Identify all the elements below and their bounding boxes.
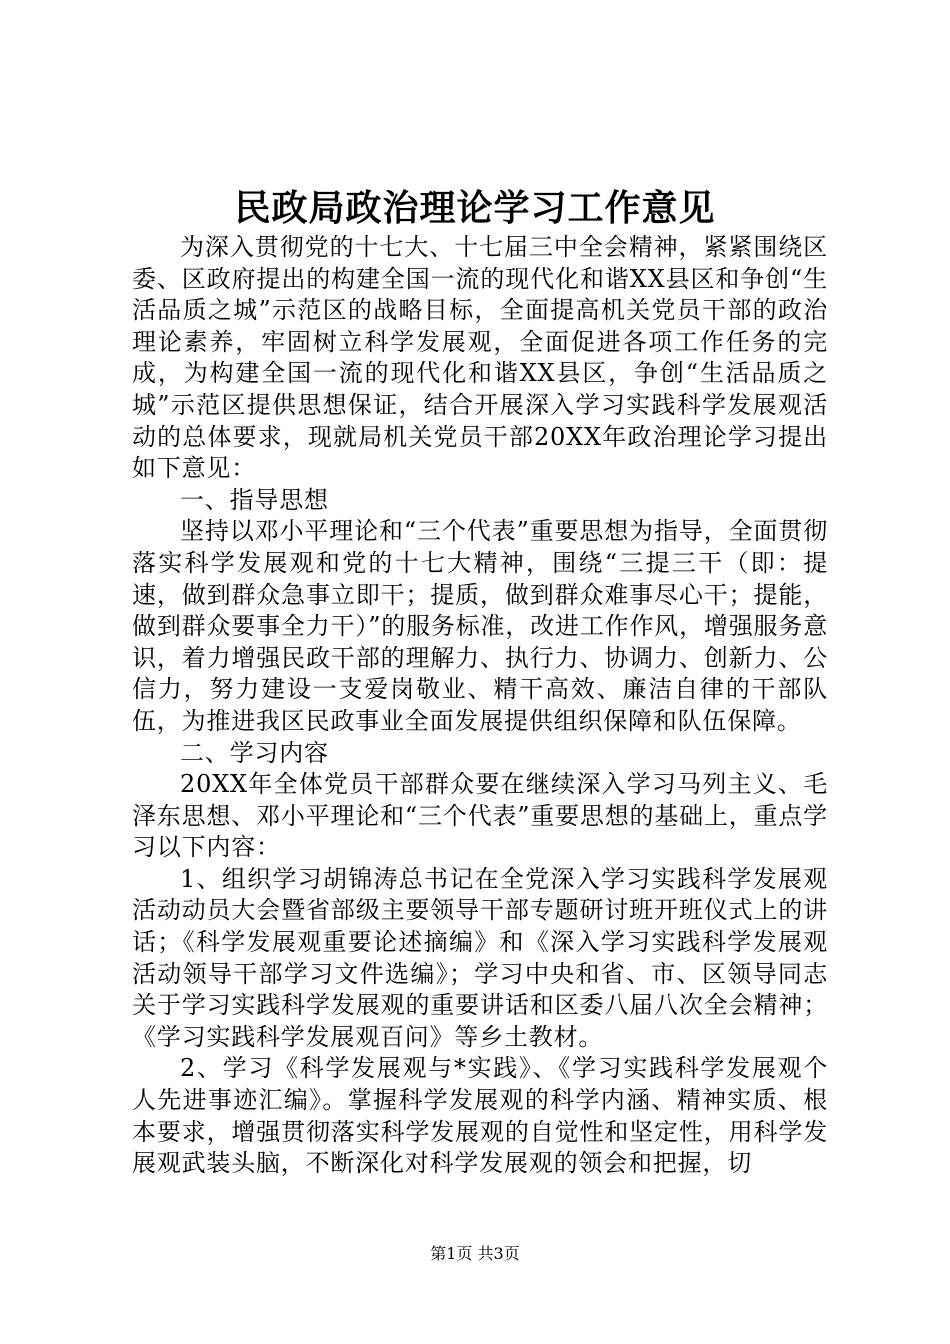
document-body bbox=[132, 232, 828, 1180]
paragraph-guiding-thought: 坚持以邓小平理论和“三个代表”重要思想为指导，全面贯彻落实科学发展观和党的十七大精神，围绕“三提三干（即：提速，做到群众急事立即干；提质，做到群众难事尽心干；提能，做到群众要事全力干）”的服务标准，改进工作作风，增强服务意识，着力增强民政干部的理解力、执行力、协调力、创新力、公信力，努力建设一支爱岗敬业、精干高效、廉洁自律的干部队伍，为推进我区民政事业全面发展提供组织保障和队伍保障。 bbox=[132, 517, 828, 735]
document-title: 民政局政治理论学习工作意见 bbox=[234, 187, 716, 229]
paragraph-item-1: 1、组织学习胡锦涛总书记在全党深入学习实践科学发展观活动动员大会暨省部级主要领导干部专题研讨班开班仪式上的讲话；《科学发展观重要论述摘编》和《深入学习实践科学发展观活动领导干部学习文件选编》；学习中央和省、市、区领导同志关于学习实践科学发展观的重要讲话和区委八届八次全会精神；《学习实践科学发展观百问》等乡土教材。 bbox=[132, 864, 828, 1051]
paragraph-intro: 为深入贯彻党的十七大、十七届三中全会精神，紧紧围绕区委、区政府提出的构建全国一流的现代化和谐XX县区和争创“生活品质之城”示范区的战略目标，全面提高机关党员干部的政治理论素养，牢固树立科学发展观，全面促进各项工作任务的完成，为构建全国一流的现代化和谐XX县区，争创“生活品质之城”示范区提供思想保证，结合开展深入学习实践科学发展观活动的总体要求，现就局机关党员干部20XX年政治理论学习提出如下意见： bbox=[132, 233, 828, 483]
paragraph-item-2: 2、学习《科学发展观与*实践》、《学习实践科学发展观个人先进事迹汇编》。掌握科学发展观的科学内涵、精神实质、根本要求，增强贯彻落实科学发展观的自觉性和坚定性，用科学发展观武装头脑，不断深化对科学发展观的领会和把握，切 bbox=[132, 1054, 828, 1178]
section-heading-guiding-thought: 一、指导思想 bbox=[180, 485, 329, 514]
page-footer: 第1页 共3页 bbox=[430, 1244, 520, 1263]
paragraph-study-content: 20XX年全体党员干部群众要在继续深入学习马列主义、毛泽东思想、邓小平理论和“三个代表”重要思想的基础上，重点学习以下内容： bbox=[132, 770, 828, 862]
section-heading-study-content: 二、学习内容 bbox=[180, 738, 329, 767]
